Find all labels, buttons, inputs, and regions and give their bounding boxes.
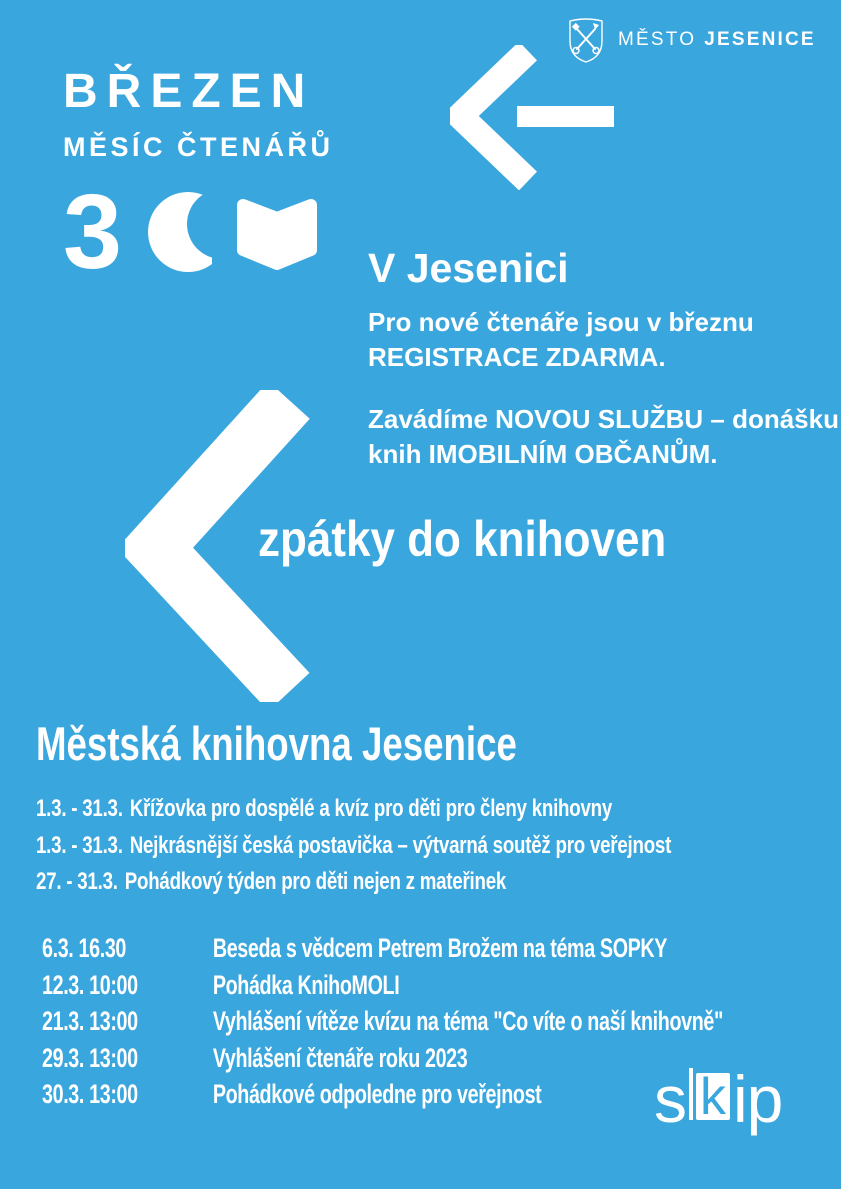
number-three-logo: 3 xyxy=(63,173,122,291)
library-section xyxy=(36,717,672,901)
service-line-1: Zavádíme NOVOU SLUŽBU – donášku xyxy=(368,404,839,434)
activity-date: 1.3. - 31.3. xyxy=(36,831,123,859)
skip-logo-ip: ip xyxy=(733,1062,783,1136)
campaign-subtitle: MĚSÍC ČTENÁŘŮ xyxy=(63,132,334,162)
library-activity-row xyxy=(36,864,671,901)
intro-heading: V Jesenici xyxy=(368,245,569,291)
campaign-title: BŘEZEN xyxy=(63,65,315,118)
registration-note xyxy=(368,305,839,375)
city-name-prefix: MĚSTO xyxy=(618,29,697,50)
event-datetime: 30.3. 13:00 xyxy=(42,1079,138,1109)
library-activity-list xyxy=(36,791,671,901)
skip-logo xyxy=(654,1062,783,1136)
city-name xyxy=(618,29,816,51)
library-heading: Městská knihovna Jesenice xyxy=(36,717,517,770)
library-activity-row xyxy=(36,828,671,865)
event-text: Pohádka KnihoMOLI xyxy=(212,969,400,1000)
registration-line-2: REGISTRACE ZDARMA. xyxy=(368,342,666,372)
event-row xyxy=(42,930,723,967)
event-datetime: 12.3. 10:00 xyxy=(42,969,138,1000)
event-row xyxy=(42,1040,723,1077)
campaign-slogan: zpátky do knihoven xyxy=(258,511,667,567)
skip-logo-door-icon xyxy=(689,1067,730,1126)
skip-logo-k-box xyxy=(696,1067,730,1126)
skip-logo-k: k xyxy=(700,1067,726,1126)
open-book-icon xyxy=(236,195,318,273)
event-text: Vyhlášení čtenáře roku 2023 xyxy=(212,1042,468,1073)
event-datetime: 21.3. 13:00 xyxy=(42,1006,138,1036)
skip-logo-s: s xyxy=(654,1062,686,1136)
event-datetime: 6.3. 16.30 xyxy=(42,933,127,963)
event-row xyxy=(42,1003,723,1040)
registration-line-1: Pro nové čtenáře jsou v březnu xyxy=(368,307,754,337)
activity-text: Pohádkový týden pro děti nejen z mateřinek xyxy=(124,868,507,895)
event-text: Pohádkové odpoledne pro veřejnost xyxy=(212,1079,542,1109)
activity-date: 1.3. - 31.3. xyxy=(36,795,123,822)
event-row xyxy=(42,967,723,1004)
city-name-main: JESENICE xyxy=(704,29,816,50)
intro-section xyxy=(368,245,839,472)
skip-logo-door-bar xyxy=(689,1068,693,1120)
event-datetime: 29.3. 13:00 xyxy=(42,1042,138,1073)
activity-text: Křížovka pro dospělé a kvíz pro děti pro členy knihovny xyxy=(129,795,613,822)
event-text: Beseda s vědcem Petrem Brožem na téma SOPKY xyxy=(212,933,668,963)
service-line-2: knih IMOBILNÍM OBČANŮM. xyxy=(368,439,718,469)
activity-text: Nejkrásnější česká postavička – výtvarná soutěž pro veřejnost xyxy=(129,831,672,859)
library-activity-row xyxy=(36,791,671,828)
campaign-brand xyxy=(63,65,334,291)
left-arrow-icon xyxy=(450,45,620,190)
activity-date: 27. - 31.3. xyxy=(36,868,118,895)
service-note xyxy=(368,402,839,472)
event-text: Vyhlášení vítěze kvízu na téma "Co víte o naší knihovně" xyxy=(212,1006,723,1036)
event-schedule xyxy=(42,930,723,1113)
event-row xyxy=(42,1076,723,1113)
crescent-moon-icon xyxy=(148,191,212,273)
campaign-logo xyxy=(63,173,334,291)
